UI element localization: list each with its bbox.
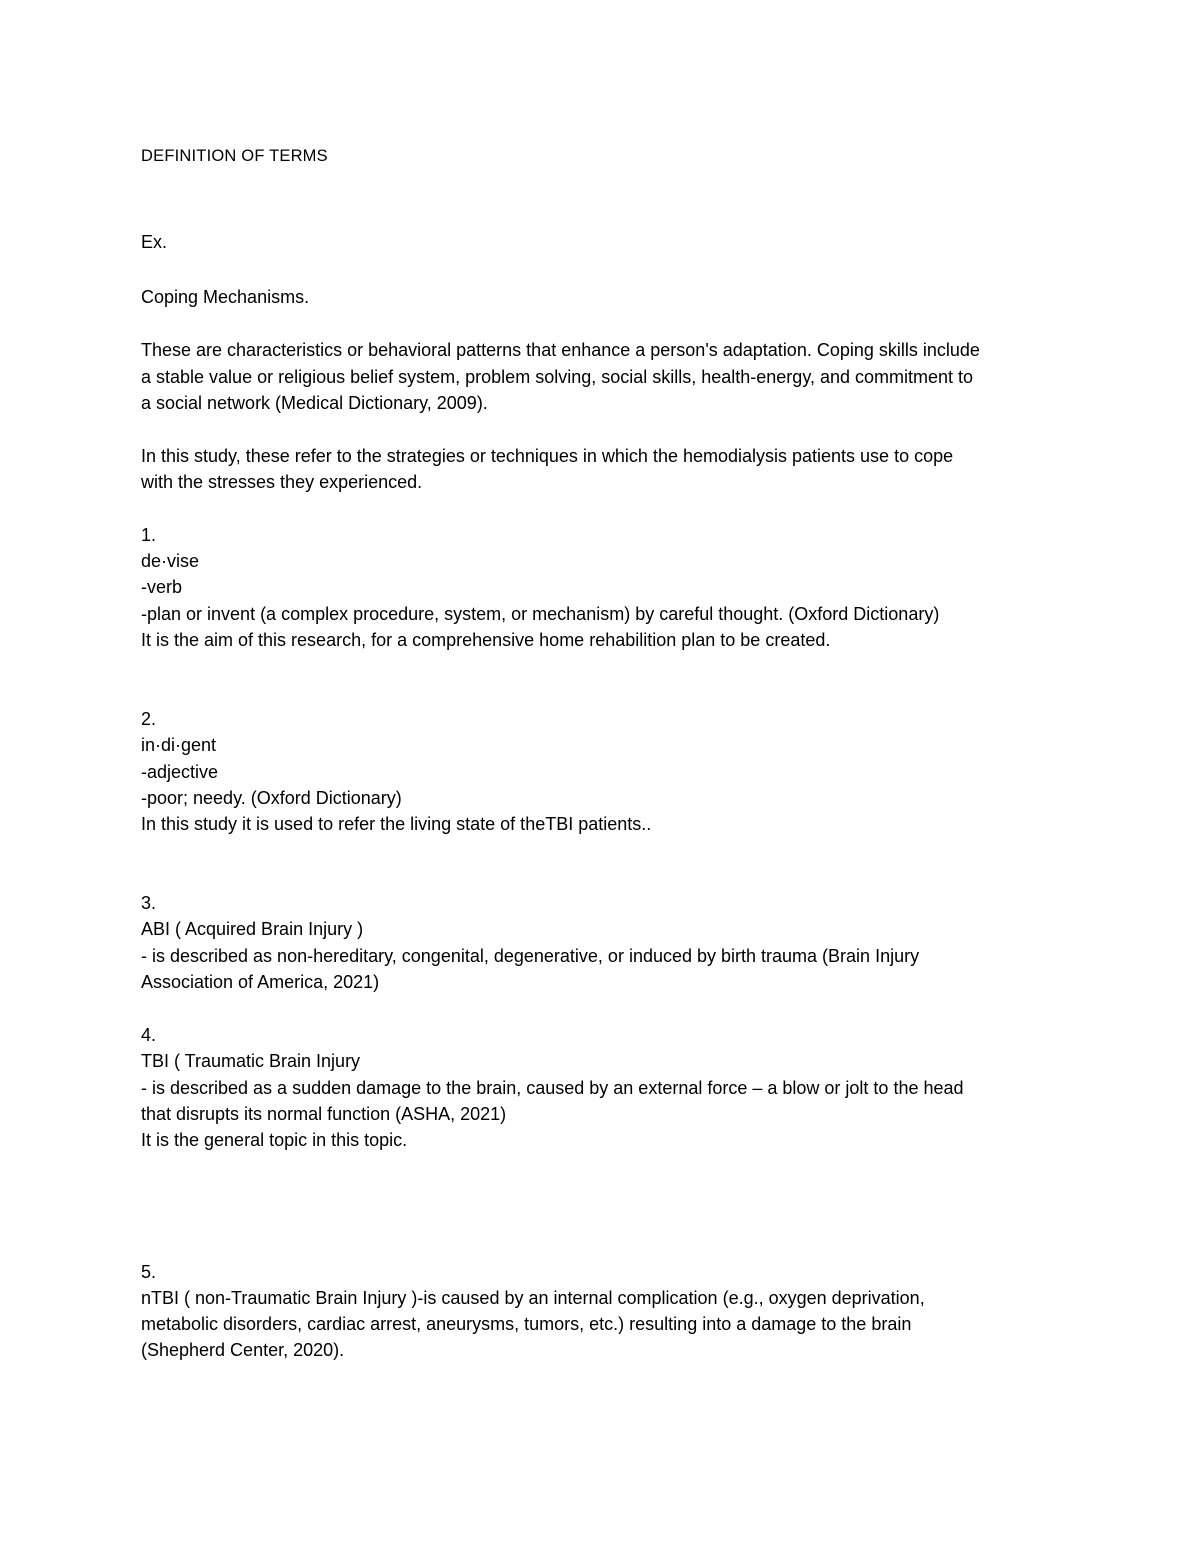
term-headword: ABI ( Acquired Brain Injury ) (141, 919, 364, 939)
example-usage-line: In this study, these refer to the strategies or techniques in which the hemodialysis patients use to cope (141, 446, 954, 466)
term-part-of-speech: -adjective (141, 762, 219, 782)
example-definition-line: a social network (Medical Dictionary, 2009). (141, 393, 488, 413)
example-definition-line: These are characteristics or behavioral patterns that enhance a person's adaptation. Coping skills include (141, 340, 980, 360)
term-definition: (Shepherd Center, 2020). (141, 1340, 345, 1360)
example-label: Ex. (141, 232, 168, 252)
term-definition: - is described as a sudden damage to the brain, caused by an external force – a blow or jolt to the head (141, 1078, 964, 1098)
example-definition-line: a stable value or religious belief system, problem solving, social skills, health-energy, and commitment to (141, 367, 974, 387)
example-term: Coping Mechanisms. (141, 287, 310, 307)
term-usage: It is the aim of this research, for a comprehensive home rehabilition plan to be created. (141, 630, 831, 650)
term-definition: metabolic disorders, cardiac arrest, aneurysms, tumors, etc.) resulting into a damage to the brain (141, 1314, 912, 1334)
term-number: 5. (141, 1262, 157, 1282)
term-headword: TBI ( Traumatic Brain Injury (141, 1051, 361, 1071)
term-definition: - is described as non-hereditary, congenital, degenerative, or induced by birth trauma (Brain Injury (141, 946, 920, 966)
document-title: DEFINITION OF TERMS (141, 147, 328, 165)
term-number: 3. (141, 893, 157, 913)
example-usage-line: with the stresses they experienced. (141, 472, 423, 492)
term-part-of-speech: -verb (141, 577, 183, 597)
term-definition: Association of America, 2021) (141, 972, 380, 992)
term-headword: de·vise (141, 551, 200, 571)
term-definition: that disrupts its normal function (ASHA, 2021) (141, 1104, 507, 1124)
term-usage: In this study it is used to refer the living state of theTBI patients.. (141, 814, 652, 834)
term-usage: It is the general topic in this topic. (141, 1130, 408, 1150)
term-number: 1. (141, 525, 157, 545)
term-definition: -plan or invent (a complex procedure, system, or mechanism) by careful thought. (Oxford Dictionary) (141, 604, 940, 624)
term-headword: in·di·gent (141, 735, 217, 755)
term-definition: nTBI ( non-Traumatic Brain Injury )-is caused by an internal complication (e.g., oxygen deprivation, (141, 1288, 925, 1308)
term-number: 2. (141, 709, 157, 729)
term-definition: -poor; needy. (Oxford Dictionary) (141, 788, 402, 808)
term-number: 4. (141, 1025, 157, 1045)
